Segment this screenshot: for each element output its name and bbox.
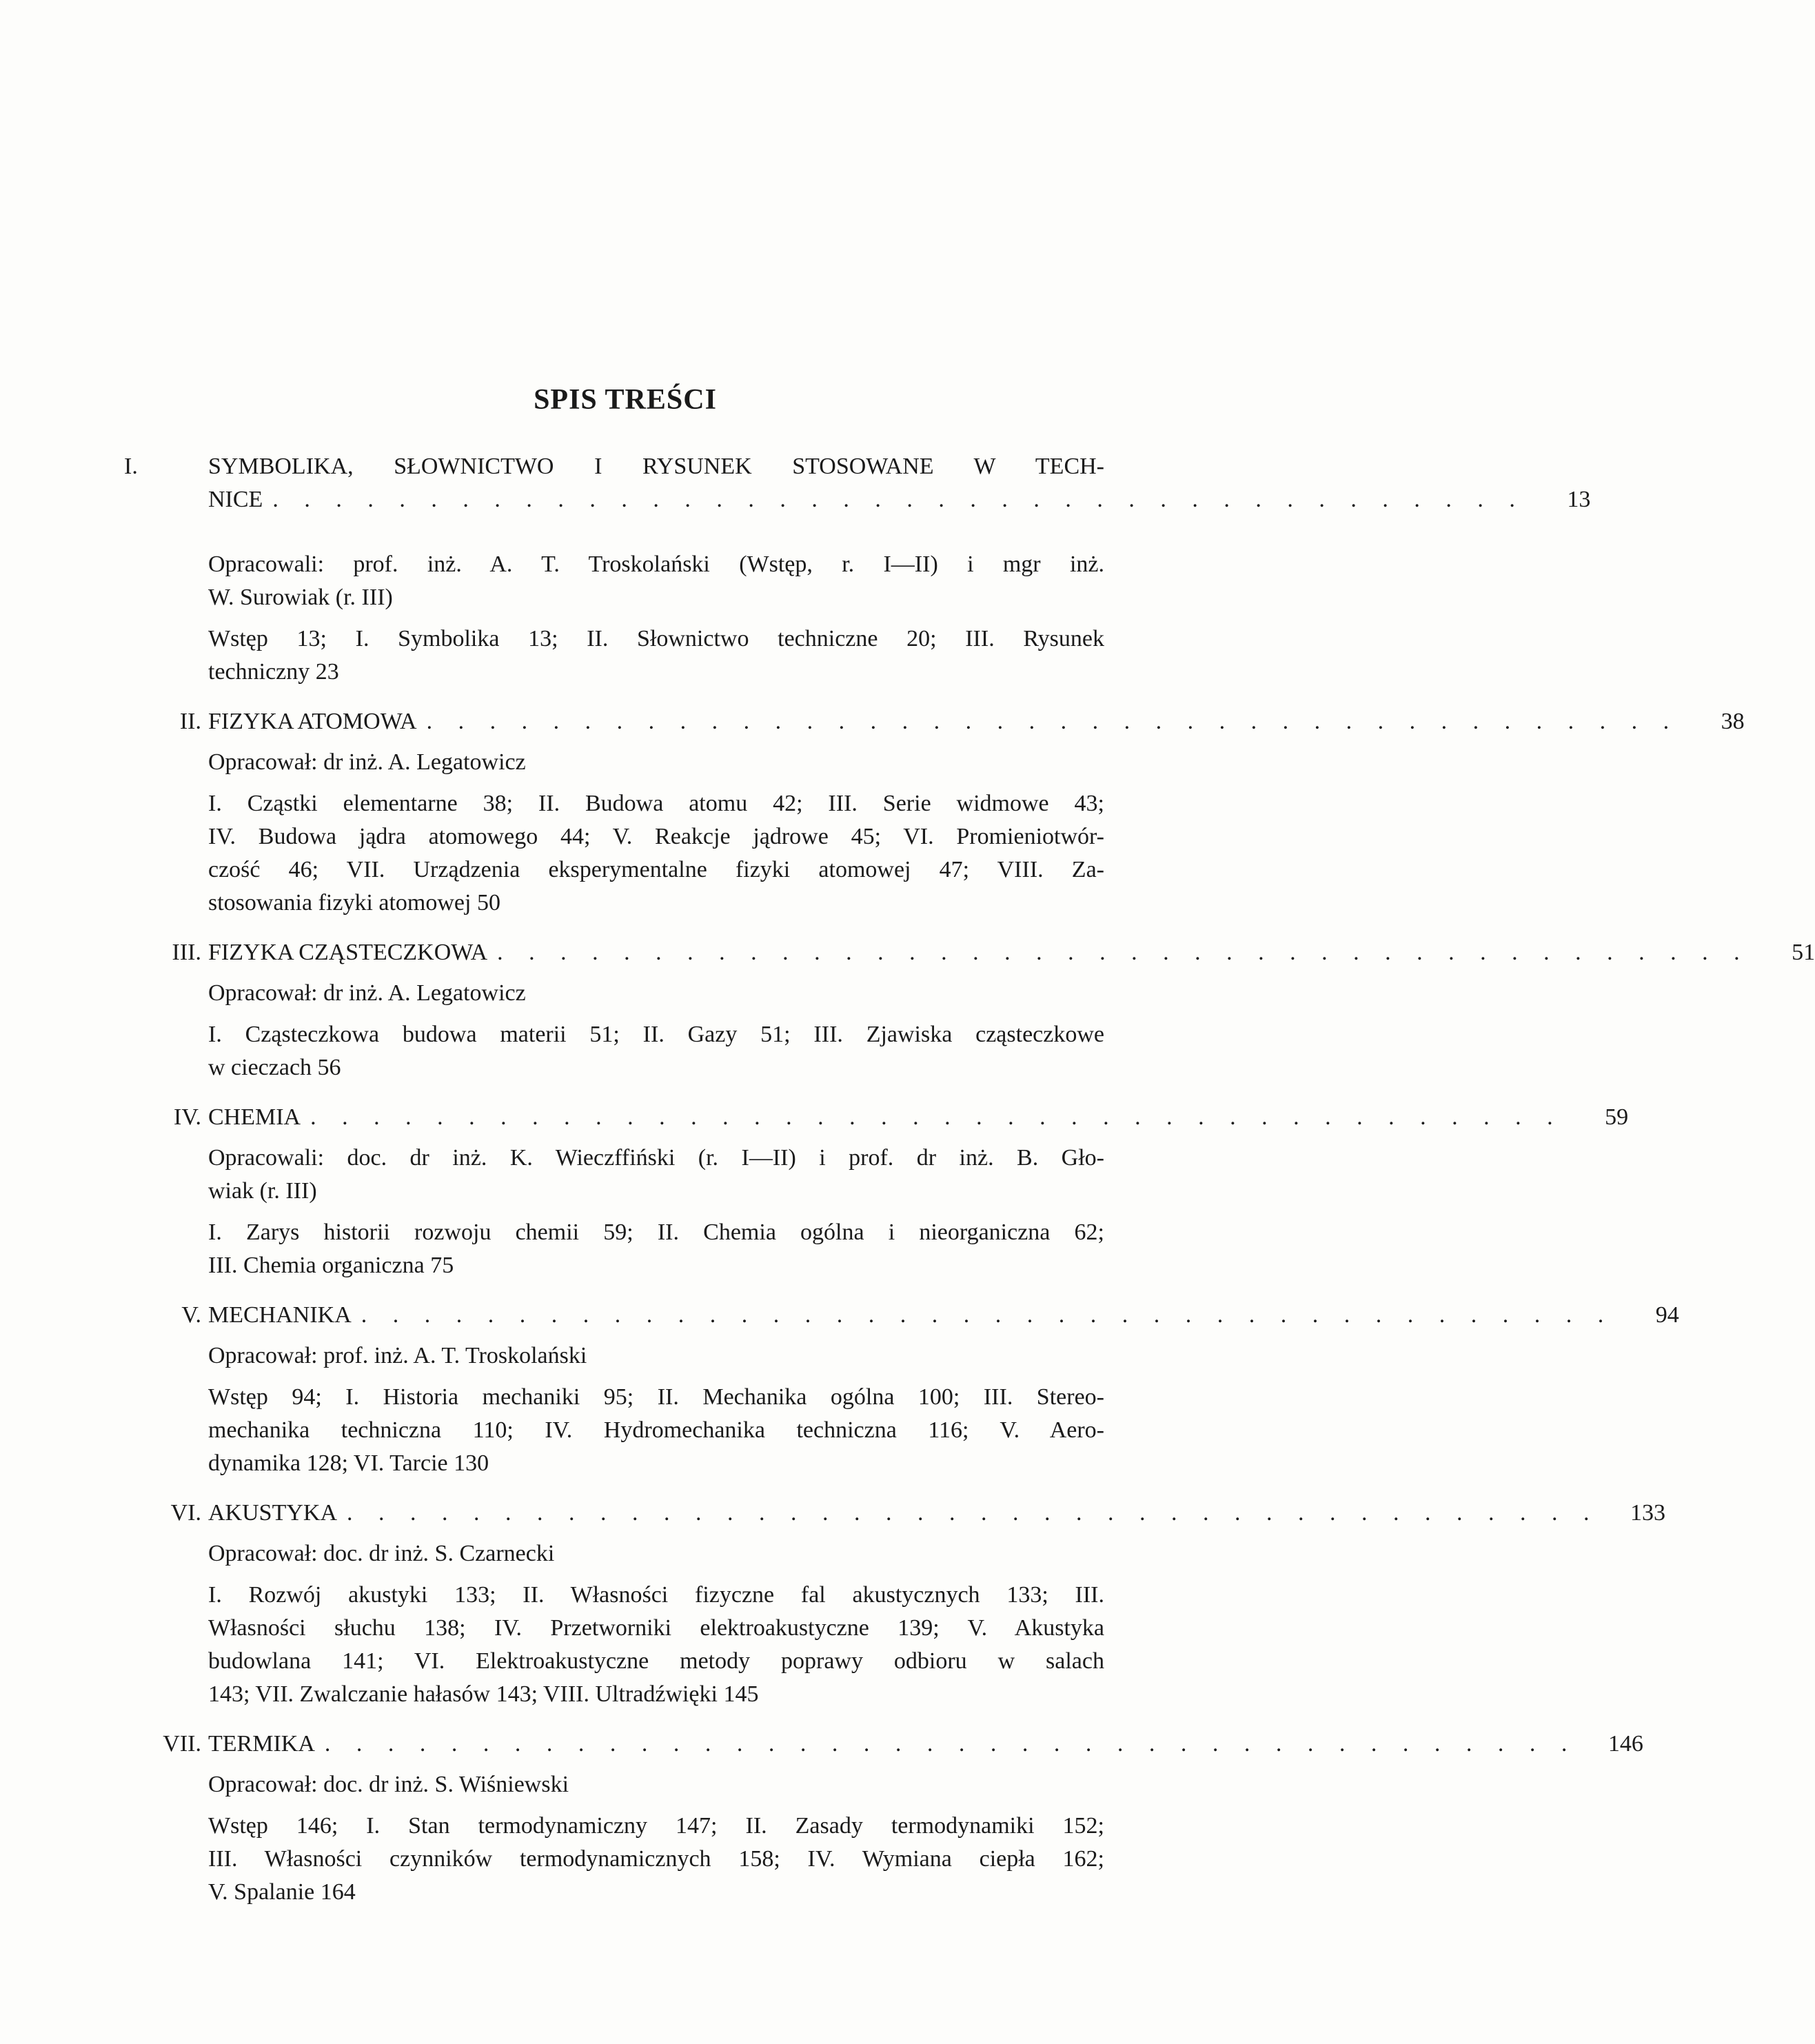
- section-title: CHEMIA: [208, 1104, 301, 1130]
- contents-line: techniczny 23: [208, 659, 339, 685]
- author-line: Opracowali: prof. inż. A. T. Troskolański (Wstęp, r. I—II) i mgr inż.: [208, 552, 1104, 577]
- author-line: Opracował: dr inż. A. Legatowicz: [208, 980, 526, 1006]
- page-number: 146: [1608, 1731, 1643, 1757]
- section-authors: [0, 1537, 1250, 1570]
- toc-section: [0, 450, 1591, 689]
- toc-section: [0, 936, 1815, 1084]
- section-number: II.: [179, 709, 201, 734]
- section-number: III.: [172, 940, 201, 965]
- author-line: wiak (r. III): [208, 1178, 317, 1204]
- section-title: TERMIKA: [208, 1731, 315, 1757]
- section-contents: [0, 1381, 1250, 1480]
- section-heading-line: [179, 705, 1745, 738]
- section-heading-line: [181, 1299, 1679, 1332]
- section-authors: [0, 746, 1250, 779]
- toc-section: [0, 1497, 1665, 1711]
- section-heading-line: [208, 483, 1591, 516]
- section-title: AKUSTYKA: [208, 1500, 337, 1526]
- contents-line: w cieczach 56: [208, 1055, 341, 1080]
- section-number: IV.: [174, 1104, 201, 1130]
- section-contents: [0, 623, 1250, 689]
- page-number: 133: [1630, 1500, 1665, 1526]
- section-heading-line: [172, 936, 1815, 969]
- section-authors: [0, 1142, 1250, 1208]
- contents-line: III. Chemia organiczna 75: [208, 1253, 454, 1278]
- section-number: VI.: [170, 1500, 201, 1526]
- page-title: SPIS TREŚCI: [534, 384, 717, 416]
- page-number: 94: [1655, 1302, 1679, 1328]
- contents-line: budowlana 141; VI. Elektroakustyczne metody poprawy odbioru w salach: [208, 1648, 1104, 1674]
- author-line: Opracował: prof. inż. A. T. Troskolański: [208, 1343, 587, 1368]
- contents-line: Wstęp 146; I. Stan termodynamiczny 147; II. Zasady termodynamiki 152;: [208, 1813, 1104, 1839]
- section-contents: [0, 1216, 1250, 1282]
- section-contents: [0, 1579, 1250, 1711]
- section-heading-line: [124, 450, 1104, 483]
- author-line: Opracował: doc. dr inż. S. Czarnecki: [208, 1541, 555, 1566]
- section-number: I.: [124, 454, 138, 479]
- dot-leader: . . . . . . . . . . . . . . . . . . . . . . . . . . . . . . . . . . . . . . . .: [272, 487, 1525, 512]
- section-authors: [0, 977, 1250, 1010]
- contents-line: dynamika 128; VI. Tarcie 130: [208, 1450, 489, 1476]
- section-title: FIZYKA ATOMOWA: [208, 709, 417, 734]
- section-contents: [0, 1810, 1250, 1909]
- contents-line: czość 46; VII. Urządzenia eksperymentalne fizyki atomowej 47; VIII. Za-: [208, 857, 1104, 882]
- contents-line: III. Własności czynników termodynamicznych 158; IV. Wymiana ciepła 162;: [208, 1846, 1104, 1872]
- page-number: 13: [1567, 487, 1591, 512]
- dot-leader: . . . . . . . . . . . . . . . . . . . . . . . . . . . . . . . . . . . . . . . .: [347, 1500, 1599, 1526]
- contents-line: Wstęp 94; I. Historia mechaniki 95; II. Mechanika ogólna 100; III. Stereo-: [208, 1384, 1104, 1410]
- section-heading-line: [170, 1497, 1665, 1530]
- author-line: Opracował: dr inż. A. Legatowicz: [208, 749, 526, 775]
- contents-line: mechanika techniczna 110; IV. Hydromechanika techniczna 116; V. Aero-: [208, 1417, 1104, 1443]
- section-number: VII.: [163, 1731, 201, 1757]
- author-line: Opracował: doc. dr inż. S. Wiśniewski: [208, 1772, 569, 1797]
- section-authors: [0, 1768, 1250, 1801]
- toc-section: [0, 1299, 1679, 1480]
- section-contents: [0, 1018, 1250, 1084]
- toc-section: [0, 1101, 1629, 1282]
- author-line: W. Surowiak (r. III): [208, 585, 393, 610]
- dot-leader: . . . . . . . . . . . . . . . . . . . . . . . . . . . . . . . . . . . . . . . .: [310, 1104, 1563, 1130]
- contents-line: I. Rozwój akustyki 133; II. Własności fizyczne fal akustycznych 133; III.: [208, 1582, 1104, 1608]
- section-heading-line: [163, 1728, 1643, 1761]
- author-line: Opracowali: doc. dr inż. K. Wieczffiński (r. I—II) i prof. dr inż. B. Gło-: [208, 1145, 1104, 1171]
- toc-section: [0, 1728, 1643, 1909]
- section-title: MECHANIKA: [208, 1302, 352, 1328]
- contents-line: 143; VII. Zwalczanie hałasów 143; VIII. Ultradźwięki 145: [208, 1681, 759, 1707]
- contents-line: stosowania fizyki atomowej 50: [208, 890, 500, 915]
- section-title: FIZYKA CZĄSTECZKOWA: [208, 940, 488, 965]
- contents-line: I. Cząstki elementarne 38; II. Budowa atomu 42; III. Serie widmowe 43;: [208, 791, 1104, 816]
- contents-line: V. Spalanie 164: [208, 1879, 356, 1905]
- page-number: 59: [1605, 1104, 1629, 1130]
- dot-leader: . . . . . . . . . . . . . . . . . . . . . . . . . . . . . . . . . . . . . . . .: [426, 709, 1679, 734]
- section-title: NICE: [208, 487, 263, 512]
- section-number: V.: [181, 1302, 201, 1328]
- page-number: 51: [1792, 940, 1815, 965]
- section-contents: [0, 787, 1250, 920]
- table-of-contents: [0, 450, 1815, 1909]
- contents-line: Własności słuchu 138; IV. Przetworniki elektroakustyczne 139; V. Akustyka: [208, 1615, 1104, 1641]
- dot-leader: . . . . . . . . . . . . . . . . . . . . . . . . . . . . . . . . . . . . . . . .: [324, 1731, 1577, 1757]
- contents-line: I. Zarys historii rozwoju chemii 59; II. Chemia ogólna i nieorganiczna 62;: [208, 1220, 1104, 1245]
- dot-leader: . . . . . . . . . . . . . . . . . . . . . . . . . . . . . . . . . . . . . . . .: [497, 940, 1750, 965]
- section-title: SYMBOLIKA, SŁOWNICTWO I RYSUNEK STOSOWANE W TECH-: [208, 454, 1104, 479]
- page-number: 38: [1721, 709, 1745, 734]
- section-authors: [0, 1339, 1250, 1373]
- contents-line: I. Cząsteczkowa budowa materii 51; II. Gazy 51; III. Zjawiska cząsteczkowe: [208, 1022, 1104, 1047]
- section-heading-line: [174, 1101, 1629, 1134]
- contents-line: IV. Budowa jądra atomowego 44; V. Reakcje jądrowe 45; VI. Promieniotwór-: [208, 824, 1104, 849]
- toc-section: [0, 705, 1745, 920]
- dot-leader: . . . . . . . . . . . . . . . . . . . . . . . . . . . . . . . . . . . . . . . .: [361, 1302, 1614, 1328]
- section-authors: [0, 548, 1250, 614]
- contents-line: Wstęp 13; I. Symbolika 13; II. Słownictwo techniczne 20; III. Rysunek: [208, 626, 1104, 651]
